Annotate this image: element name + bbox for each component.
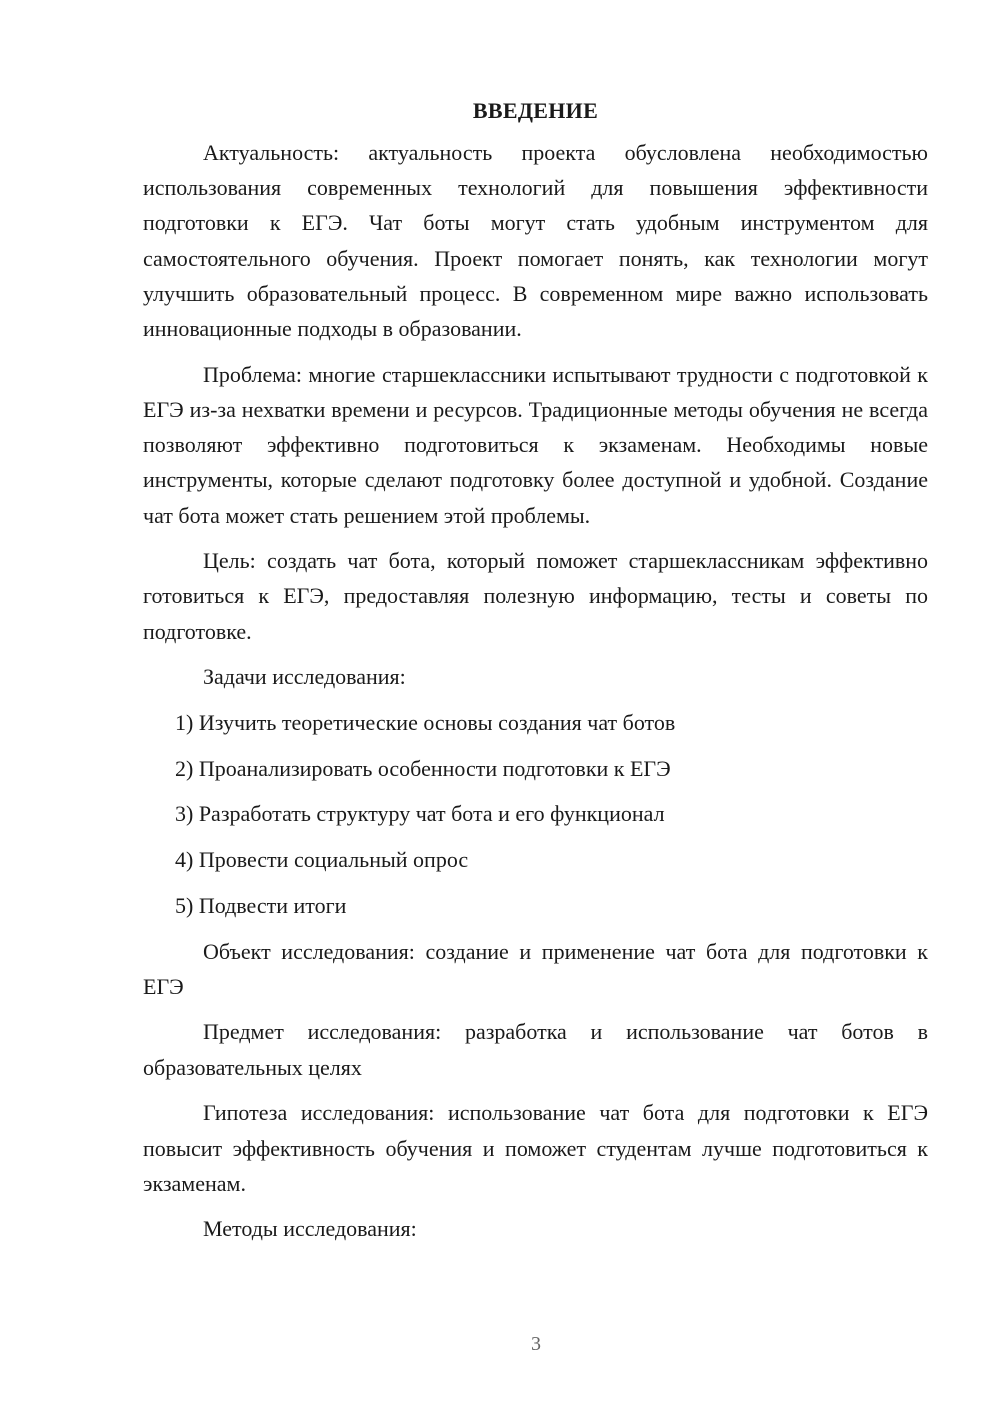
page-content <box>143 97 928 1257</box>
paragraph-subject: Предмет исследования: разработка и использование чат ботов в образовательных целях <box>143 1019 928 1080</box>
paragraph-hypothesis: Гипотеза исследования: использование чат бота для подготовки к ЕГЭ повысит эффективность обучения и поможет студентам лучше подготовиться к экзаменам. <box>143 1100 928 1196</box>
paragraph-problem: Проблема: многие старшеклассники испытывают трудности с подготовкой к ЕГЭ из-за нехватки времени и ресурсов. Традиционные методы обучения не всегда позволяют эффективно подготовиться к экзаменам. Необходимы новые инструменты, которые сделают подготовку более доступной и удобной. Создание чат бота может стать решением этой проблемы. <box>143 361 928 528</box>
paragraph-goal: Цель: создать чат бота, который поможет старшеклассникам эффективно готовиться к ЕГЭ, предоставляя полезную информацию, тесты и советы по подготовке. <box>143 548 928 644</box>
tasks-list <box>143 705 928 923</box>
paragraph-object: Объект исследования: создание и применение чат бота для подготовки к ЕГЭ <box>143 938 928 999</box>
list-item: 4) Провести социальный опрос <box>175 847 469 873</box>
paragraph-relevance: Актуальность: актуальность проекта обусловлена необходимостью использования современных технологий для повышения эффективности подготовки к ЕГЭ. Чат боты могут стать удобным инструментом для самостоятельного обучения. Проект помогает понять, как технологии могут улучшить образовательный процесс. В современном мире важно использовать инновационные подходы в образовании. <box>143 140 928 342</box>
page-title: ВВЕДЕНИЕ <box>472 98 599 123</box>
list-item: 1) Изучить теоретические основы создания чат ботов <box>175 710 676 736</box>
list-item: 2) Проанализировать особенности подготовки к ЕГЭ <box>175 755 671 781</box>
methods-heading: Методы исследования: <box>203 1216 417 1242</box>
list-item: 3) Разработать структуру чат бота и его функционал <box>175 801 665 827</box>
page-number: 3 <box>531 1333 541 1355</box>
tasks-heading: Задачи исследования: <box>203 664 406 690</box>
list-item: 5) Подвести итоги <box>175 892 347 918</box>
